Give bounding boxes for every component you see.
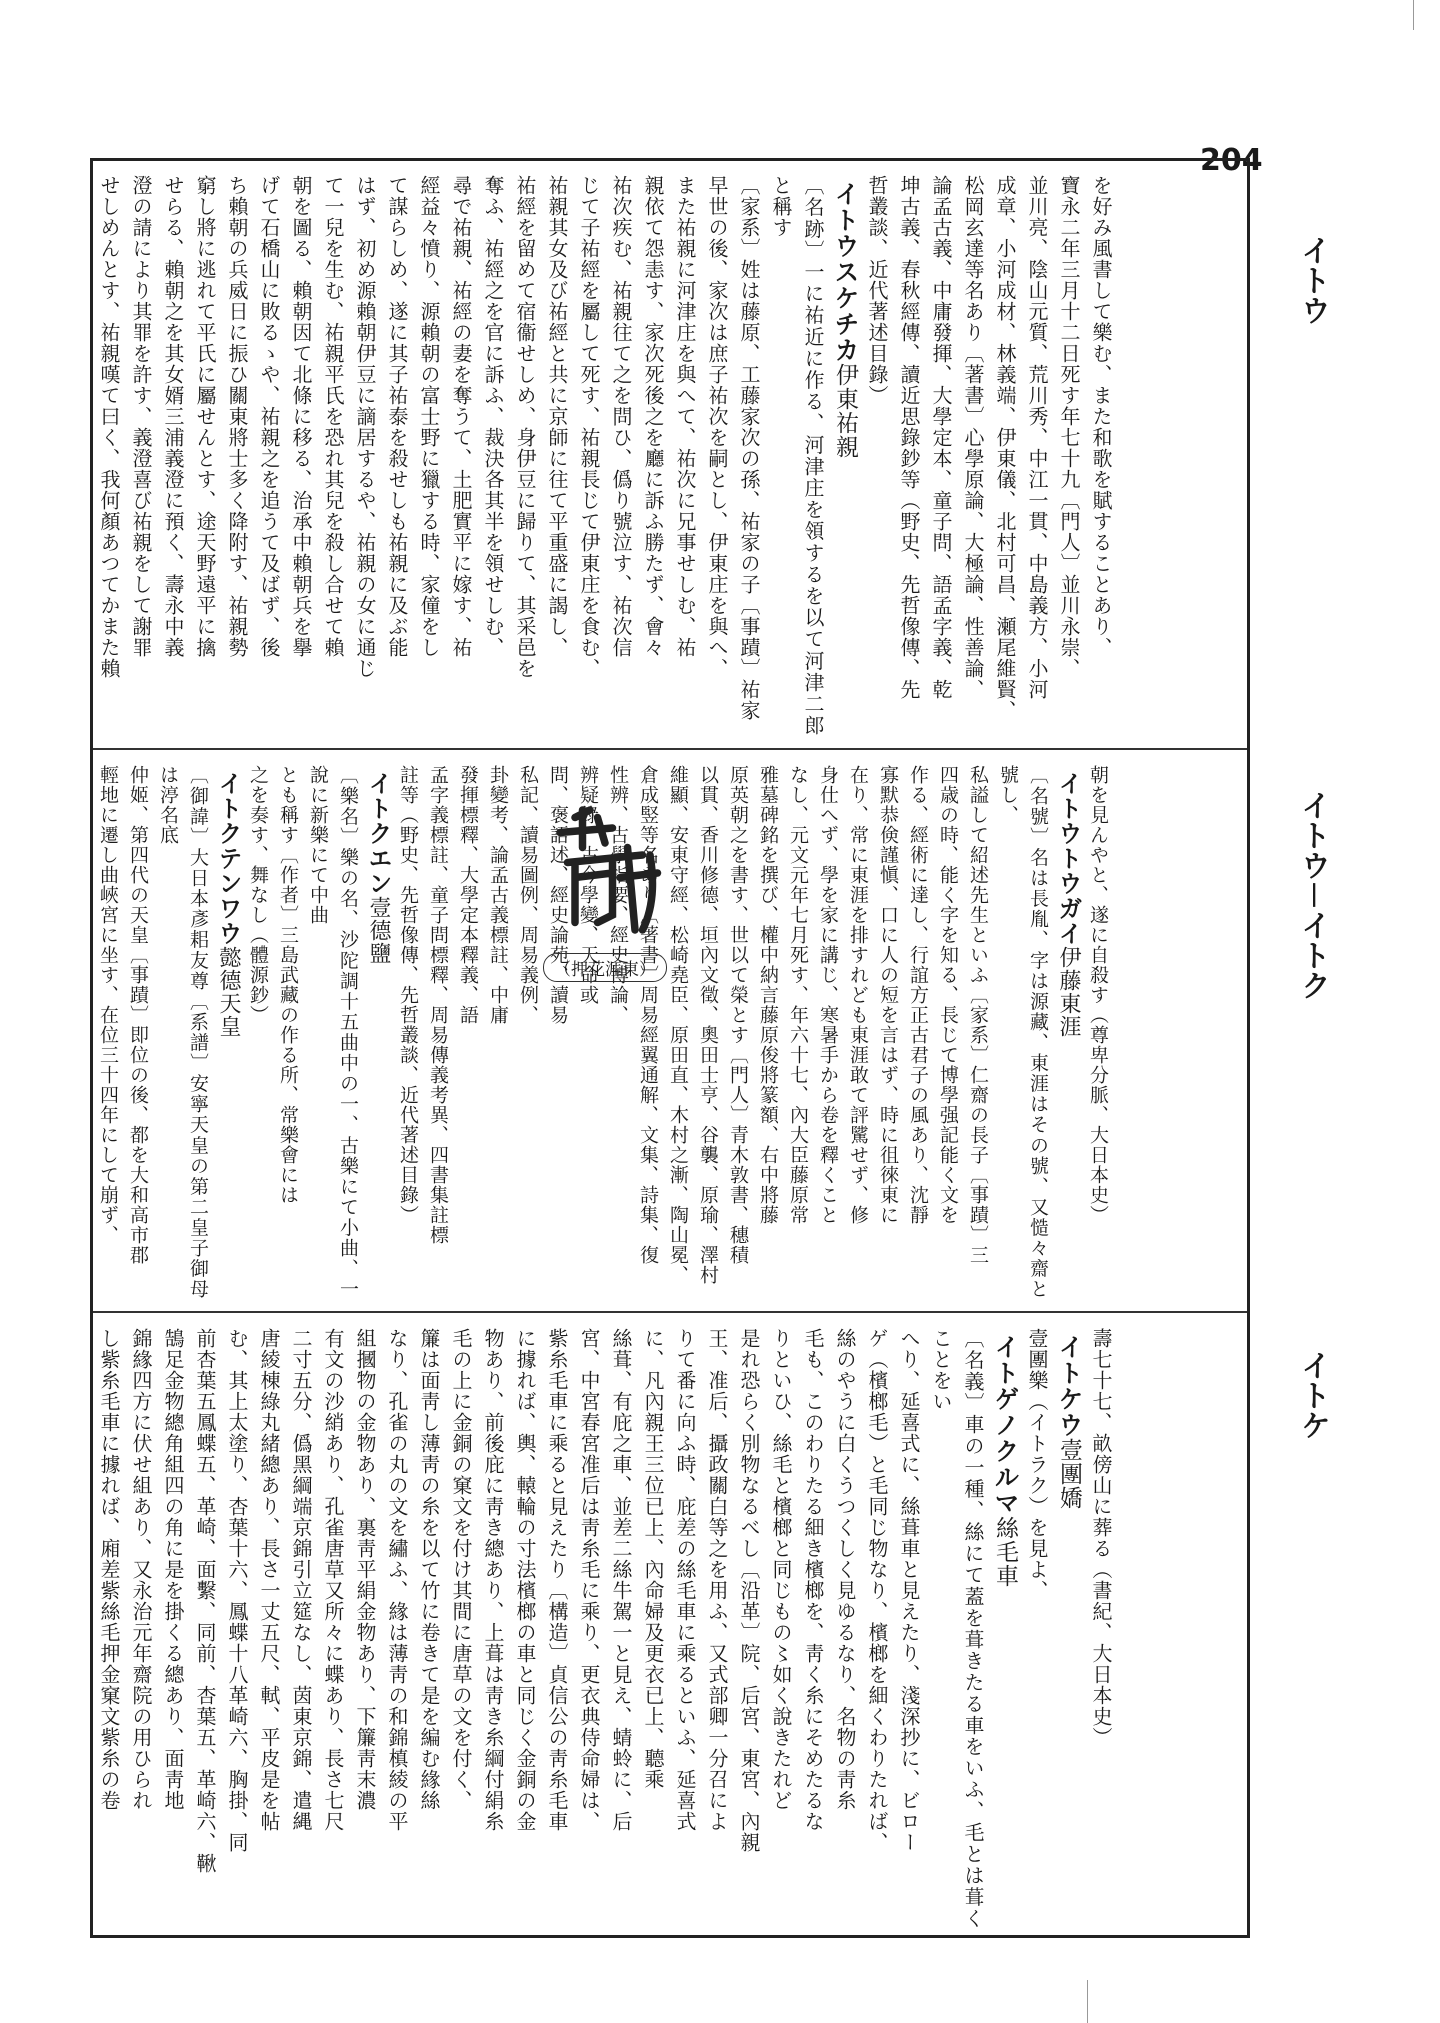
text-line: に據れば、輿、轅輪の寸法檳榔の車と同じく金銅の金 [513,1328,537,1832]
entry-headword: イトクエン [364,771,392,896]
text-line: なり、孔雀の丸の文を繡ふ、緣は薄靑の和錦槙綾の平 [385,1328,409,1832]
text-line: 尋で祐親、祐經の妻を奪うて、土肥實平に嫁す、祐 [449,175,473,658]
text-line: 親依て怨恚す、家次死後之を廳に訴ふ勝たず、會々 [641,175,665,658]
text-line: 論孟古義、中庸發揮、大學定本、童子問、語孟字義、乾 [929,175,953,700]
top-text [93,161,1129,746]
entry-kanji: 懿德天皇 [216,946,241,1038]
entry-ito-suketika [93,175,861,736]
text-line: ゲ（檳榔毛）と毛同じ物なり、檳榔を細くわりたれば、 [865,1328,889,1853]
entry-headword: イトウトウガイ [1054,771,1082,946]
entry-kanji: 壹團嬌 [1056,1438,1082,1510]
bottom-text [93,1314,1129,1939]
text-line: 是れ恐らく別物なるべし〔沿革〕院、后宮、東宮、內親 [737,1328,761,1853]
text-line: 二寸五分、僞黑綱端京錦引立筵なし、茵東京錦、遣縄 [289,1328,313,1832]
text-line: 奪ふ、祐經之を官に訴ふ、裁決各其半を領せしむ、 [481,175,505,658]
text-line: 經益々憤り、源賴朝の富士野に獵する時、家僮をし [417,175,441,658]
text-line: 問、褒語述、經史論苑、讀易 [547,765,569,1025]
bottom-entries [93,1328,1085,1929]
text-line: りといひ、絲毛と檳榔と同じもの〻如く說きたれど [769,1328,793,1811]
text-line: 成章、小河成材、林義端、伊東儀、北村可昌、瀬尾維賢、 [993,175,1017,721]
text-line: 朝を圖る、賴朝因て北條に移る、治承中賴朝兵を擧 [289,175,313,658]
text-line: 前杏葉五鳳蝶五、革崎、面繫、同前、杏葉五、革崎六、鞦 [193,1328,217,1874]
guide-top: イトウ [1295,235,1330,325]
text-line: げて石橋山に敗るゝや、祐親之を追うて及ばず、後 [257,175,281,658]
text-line: 壹團樂（イトラク）を見よ、 [1025,1328,1049,1601]
text-line: 〔名跡〕一に祐近に作る、河津庄を領するを以て河津二郎と稱す [769,175,825,736]
top-section [93,161,1253,746]
seal-icon [530,795,680,945]
top-continuation [861,175,1117,736]
text-line: 組摑物の金物あり、裏靑平絹金物あり、下簾靑末濃 [353,1328,377,1811]
text-line: 寶永二年三月十二日死す年七十九〔門人〕並川永崇、 [1057,175,1081,679]
text-line: 雅墓碑銘を撰び、權中納言藤原俊將篆額、右中將藤 [757,765,779,1225]
text-line: 〔家系〕姓は藤原、工藤家次の孫、祐家の子〔事蹟〕祐家 [737,175,761,721]
text-line: 身仕へず、學を家に講じ、寒暑手から卷を釋くこと [817,765,839,1225]
section-divider [93,748,1247,750]
text-line: 宮、中宮春宮准后は靑糸毛に乘り、更衣典侍命婦は、 [577,1328,601,1832]
entry-kanji: 伊東祐親 [832,363,858,459]
text-line: また祐親に河津庄を與へて、祐次に兄事せしむ、祐 [673,175,697,658]
middle-continuation [1083,765,1113,1299]
dictionary-entry [1021,1328,1085,1929]
entry-kanji: 伊藤東涯 [1056,946,1081,1038]
text-line: なし、元文元年七月死す、年六十七、內大臣藤原常 [787,765,809,1225]
text-line: 簾は面靑し薄靑の糸を以て竹に卷きて是を編む緣絲 [417,1328,441,1811]
text-line: 物あり、前後庇に靑き總あり、上葺は靑き糸綱付絹糸 [481,1328,505,1832]
text-line: 私謚して紹述先生といふ〔家系〕仁齋の長子〔事蹟〕三 [967,765,989,1265]
text-line: 王、准后、攝政關白等之を用ふ、又式部卿一分召によ [705,1328,729,1832]
text-line: て謀らしめ、遂に其子祐泰を殺せしも祐親に及ぶ能 [385,175,409,658]
text-line: とも稱す〔作者〕三島武藏の作る所、常樂會には [277,765,299,1205]
text-line: 祐親其女及び祐經と共に京師に往て平重盛に謁し、 [545,175,569,658]
text-line: 私記、讀易圖例、周易義例、 [517,765,539,1025]
text-line: 有文の沙綃あり、孔雀唐草又所々に蝶あり、長さ七尺 [321,1328,345,1832]
text-line: 絲のやうに白くうつくしく見ゆるなり、名物の靑糸 [833,1328,857,1811]
crop-mark [1413,0,1414,30]
text-line: 祐次疾む、祐親往て之を問ひ、僞り號泣す、祐次信 [609,175,633,658]
text-line: を好み風書して樂む、また和歌を賦することあり、 [1089,175,1113,658]
text-line: じて子祐經を屬して死す、祐親長じて伊東庄を食む、 [577,175,601,679]
text-line: 卦變考、論孟古義標註、中庸 [487,765,509,1025]
page-frame [90,158,1250,1938]
entry-headword: イトケウ [1055,1334,1084,1438]
text-line: 哲叢談、近代著述目錄） [865,175,889,406]
text-line: はず、初め源賴朝伊豆に謫居するや、祐親の女に通じ [353,175,377,679]
entry-kanji: 絲毛車 [992,1516,1018,1588]
dictionary-entry [93,1328,1021,1929]
text-line: 壽七十七、畝傍山に葬る（書紀、大日本史） [1089,1328,1113,1748]
text-line: 四歳の時、能く字を知る、長じて博學强記能く文を [937,765,959,1225]
text-line: 鵠足金物總角組四の角に是を掛くる總あり、面靑地 [161,1328,185,1811]
text-line: せらる、賴朝之を其女婿三浦義澄に預く、壽永中義 [161,175,185,658]
text-line: 朝を見んやと、遂に自殺す（尊卑分脈、大日本史） [1087,765,1109,1225]
crop-mark [1087,1980,1088,2023]
text-line: 毛も、このわりたる細き檳榔を、靑く糸にそめたるな [801,1328,825,1832]
text-line: 早世の後、家次は庶子祐次を嗣とし、伊東庄を與へ、 [705,175,729,679]
text-line: 仲姬、第四代の天皇〔事蹟〕即位の後、都を大和高市郡 [127,765,149,1265]
entry-headword: イトゲノクルマ [991,1334,1020,1516]
guide-middle: イトウ－イトク [1295,790,1330,1000]
text-line: せしめんとす、祐親嘆て曰く、我何顏あつてかまた賴 [97,175,121,679]
guide-bottom: イトケ [1295,1350,1330,1440]
text-line: 以貫、香川修德、垣內文徵、奧田士亨、谷襲、原瑜、澤村 [697,765,719,1285]
text-line: 在り、常に東涯を排すれども東涯敢て評騭せず、修 [847,765,869,1225]
entry-body [93,175,829,736]
text-line: 坤古義、春秋經傳、讀近思錄鈔等（野史、先哲像傳、先 [897,175,921,700]
text-line: 毛の上に金銅の窠文を付け其間に唐草の文を付く、 [449,1328,473,1811]
text-line: 並川亮、陰山元質、荒川秀、中江一貫、中島義方、小河 [1025,175,1049,700]
text-line: 維顯、安東守經、松崎堯臣、原田直、木村之漸、陶山冕、 [667,765,689,1285]
entry-kanji: 壹德鹽 [366,896,391,965]
seal-caption: （押花涯東） [543,953,667,982]
middle-left-section [93,1161,513,1309]
page-number: 204 [1200,143,1263,178]
text-line: 祐經を留めて宿衞せしめ、身伊豆に歸りて、其采邑を [513,175,537,679]
entry-headword: イトクテンワウ [214,771,242,946]
text-line: ち賴朝の兵威日に振ひ關東將士多く降附す、祐親勢 [225,175,249,658]
text-line: 澄の請により其罪を許す、義澄喜び祐親をして謝罪 [129,175,153,658]
text-line: 唐綾棟綠丸緒總あり、長さ一丈五尺、軾、平皮是を帖 [257,1328,281,1832]
text-line: 〔名號〕名は長胤、字は源藏、東涯はその號、又慥々齋と號し、 [997,765,1049,1299]
text-line: し紫糸毛車に據れば、廂差紫絲毛押金窠文紫糸の卷 [97,1328,121,1811]
text-line: 輕地に遷し曲峽宮に坐す、在位三十四年にして崩ず、 [97,765,119,1245]
bottom-section [93,1314,1253,1939]
text-line: 孟字義標註、童子問標釋、周易傳義考異、四書集註標 [427,765,449,1245]
text-line: て一兒を生む、祐親平氏を恐れ其兒を殺し合せて賴 [321,175,345,658]
text-line: 作る、經術に達し、行誼方正古君子の風あり、沈靜 [907,765,929,1225]
text-line: 倉成竪等名あり〔著書〕周易經翼通解、文集、詩集、復 [637,765,659,1265]
bottom-continuation [1085,1328,1117,1929]
seal-stamp [520,795,690,995]
text-line: に、凡內親王三位已上、內命婦及更衣已上、聽乘 [641,1328,665,1790]
text-line: 性辨、古學指要、經史博論、 [607,765,629,1025]
text-line: む、其上太塗り、杏葉十六、鳳蝶十八革崎六、胸掛、同 [225,1328,249,1853]
text-line: 〔樂名〕樂の名、沙陀調十五曲中の一、古樂にて小曲、一說に新樂にて中曲 [307,765,359,1299]
text-line: 辨疑錄、古今學變、天命或 [577,765,599,1005]
text-line: 發揮標釋、大學定本釋義、語 [457,765,479,1025]
text-line: 之を奏す、舞なし（體源鈔） [247,765,269,1025]
section-divider [93,1311,1247,1313]
text-line: 註等（野史、先哲像傳、先哲叢談、近代著述目錄） [397,765,419,1225]
text-line: 〔名義〕車の一種、絲にて蓋を葺きたる車をいふ、毛とは葺くことをい [929,1328,985,1929]
entry-headword: イトウスケチカ [831,181,860,363]
text-line: 錦緣四方に伏せ組あり、又永治元年齋院の用ひられ [129,1328,153,1811]
text-line: 絲葺、有庇之車、並差二絲牛駕一と見え、蜻蛉に、后 [609,1328,633,1832]
text-line: 原英朝之を書す、世以て榮とす〔門人〕青木敦書、穗積 [727,765,749,1265]
text-line: 寡默恭倹謹愼、口に人の短を言はず、時に徂徠東に [877,765,899,1225]
text-line: 〔御諱〕大日本彥耜友尊〔系譜〕安寧天皇の第二皇子御母は渟名底 [157,765,209,1299]
text-line: 紫糸毛車に乘ると見えたり〔構造〕貞信公の靑糸毛車 [545,1328,569,1832]
text-line: 窮し將に逃れて平氏に屬せんとす、途天野遠平に擒 [193,175,217,658]
text-line: りて番に向ふ時、庇差の絲毛車に乘るといふ、延喜式 [673,1328,697,1832]
text-line: へり、延喜式に、絲葺車と見えたり、淺深抄に、ビロー [897,1328,921,1853]
text-line: 松岡玄達等名あり〔著書〕心學原論、大極論、性善論、 [961,175,985,700]
